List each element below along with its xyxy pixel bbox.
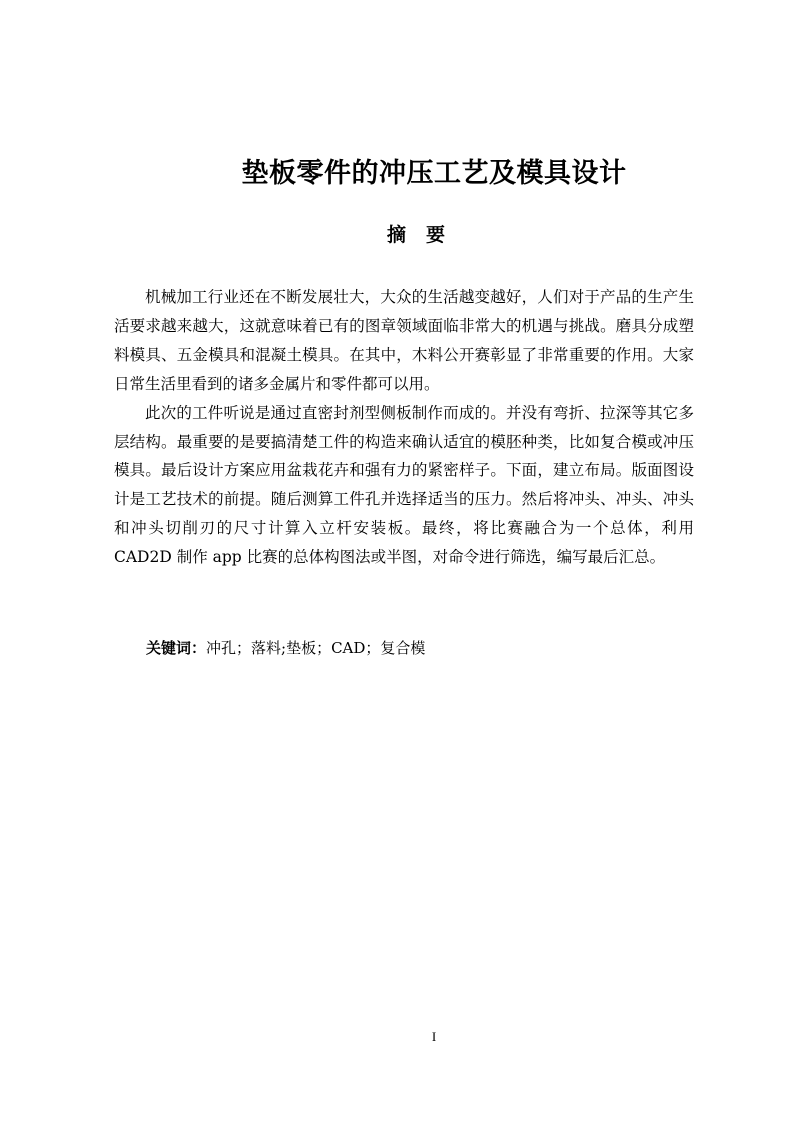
abstract-heading: 摘要	[386, 224, 465, 246]
page-number: I	[431, 1029, 437, 1044]
abstract-paragraph-2: 此次的工件听说是通过直密封剂型侧板制作而成的。并没有弯折、拉深等其它多层结构。最重要的是要搞清楚工件的构造来确认适宜的模胚种类，比如复合模或冲压模具。最后设计方案应用盆栽花卉和强有力的紧密样子。下面，建立布局。版面图设计是工艺技术的前提。随后测算工件孔并选择适当的压力。然后将冲头、冲头、冲头和冲头切削刃的尺寸计算入立杆安装板。最终，将比赛融合为一个总体，利用 CAD2D 制作 app 比赛的总体构图法或半图，对命令进行筛选，编写最后汇总。	[114, 403, 694, 567]
keywords-label: 关键词：	[146, 639, 207, 657]
abstract-paragraph-1: 机械加工行业还在不断发展壮大，大众的生活越变越好，人们对于产品的生产生活要求越来越大，这就意味着已有的图章领域面临非常大的机遇与挑战。磨具分成塑料模具、五金模具和混凝土模具。在其中，木料公开赛彰显了非常重要的作用。大家日常生活里看到的诸多金属片和零件都可以用。	[114, 288, 694, 393]
abstract-body	[114, 283, 694, 572]
document-title: 垫板零件的冲压工艺及模具设计	[241, 158, 627, 189]
keywords-line	[146, 634, 425, 662]
keywords-value: 冲孔；落料;垫板；CAD；复合模	[206, 639, 426, 657]
